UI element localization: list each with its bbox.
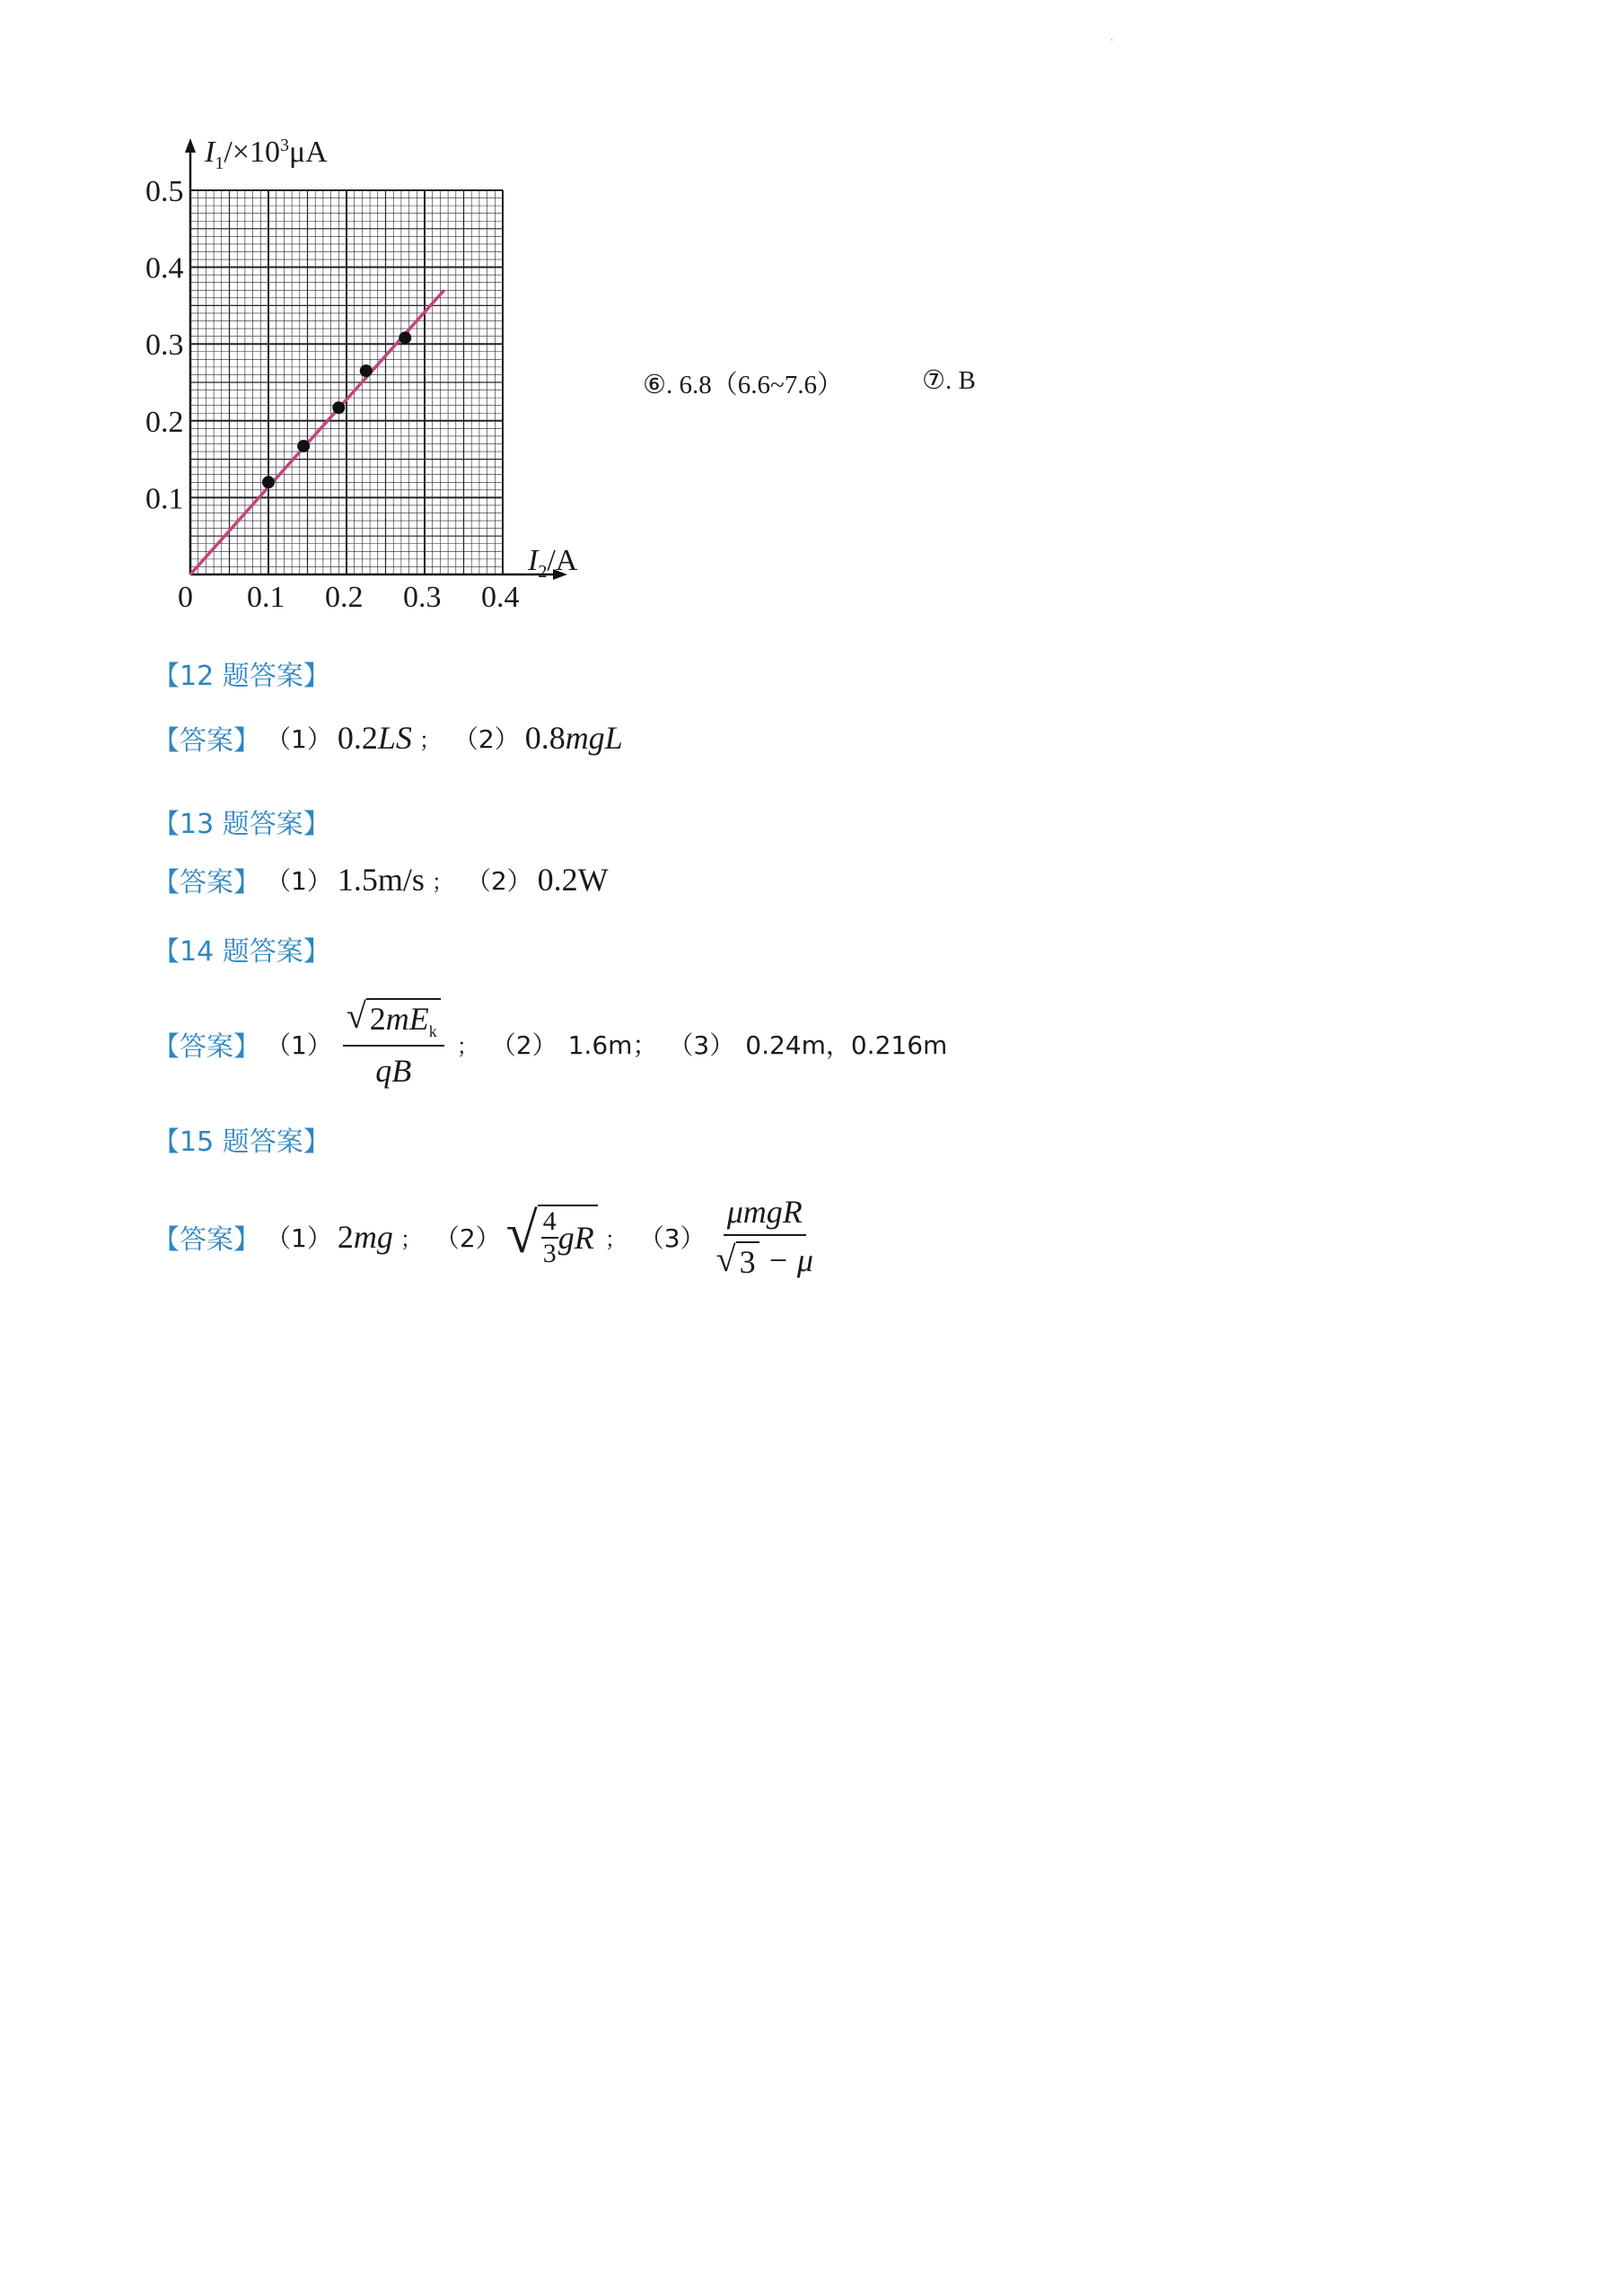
x-tick-label: 0.1 — [247, 581, 285, 614]
grid — [190, 190, 503, 574]
q13-a2: 0.2W — [537, 862, 609, 898]
x-tick-label: 0.3 — [403, 581, 442, 614]
answer-tag: 【答案】 — [153, 725, 260, 757]
q14-a2: 1.6m； — [567, 1030, 658, 1060]
x-tick-label: 0.4 — [481, 581, 520, 614]
y-tick-label: 0.4 — [145, 251, 184, 285]
x-tick-label: 0.2 — [325, 581, 364, 614]
q14-answer — [153, 995, 952, 1093]
q15-a3-fraction: μmgR √ 3 − μ — [715, 1194, 813, 1280]
part-label: （3） — [638, 1223, 706, 1253]
q15-answer — [153, 1183, 819, 1291]
q15-heading: 【15 题答案】 — [153, 1126, 330, 1158]
separator: ； — [604, 1226, 627, 1252]
y-axis-arrow — [185, 138, 196, 153]
part-label: （2） — [434, 1223, 501, 1253]
answer-tag: 【答案】 — [153, 1224, 260, 1256]
graph-figure — [135, 135, 601, 637]
data-point — [399, 331, 411, 344]
q13-answer — [153, 860, 609, 899]
i1-vs-i2-chart — [135, 135, 601, 637]
part-label: （1） — [266, 724, 332, 754]
q15-a1: 2mg — [337, 1219, 393, 1255]
separator: ； — [456, 1033, 478, 1059]
q14-a3: 0.24m，0.216m — [745, 1030, 948, 1060]
origin-label: 0 — [178, 581, 193, 614]
separator: ； — [418, 727, 441, 753]
separator: ； — [399, 1226, 422, 1252]
y-tick-label: 0.5 — [145, 175, 184, 208]
part-label: （1） — [266, 1030, 332, 1060]
data-point — [297, 440, 310, 452]
axes — [185, 138, 567, 580]
q12-answer — [153, 718, 623, 758]
y-tick-label: 0.2 — [145, 405, 184, 439]
answer-tag: 【答案】 — [153, 867, 260, 898]
data-point — [262, 476, 275, 488]
q15-a2-root: √ $\frac{4}{3}$ gR — [506, 1205, 598, 1269]
y-axis-title: $I_1/\times 10^3\mu A$ — [205, 136, 328, 173]
part-label: （2） — [465, 866, 532, 896]
q12-a2: 0.8mgL — [524, 720, 623, 756]
q12-heading: 【12 题答案】 — [153, 661, 330, 692]
answer-tag: 【答案】 — [153, 1031, 260, 1063]
q13-heading: 【13 题答案】 — [153, 809, 330, 840]
answer-item-6: ⑥. 6.8（6.6~7.6） — [643, 371, 843, 399]
data-point — [360, 364, 373, 377]
q12-a1: 0.2LS — [337, 720, 412, 756]
answer-item-7: ⑦. B — [922, 366, 976, 395]
part-label: （2） — [452, 724, 520, 754]
part-label: （1） — [266, 866, 332, 896]
part-label: （2） — [490, 1030, 557, 1060]
q14-heading: 【14 题答案】 — [153, 936, 330, 968]
part-label: （3） — [668, 1030, 735, 1060]
part-label: （1） — [266, 1223, 332, 1253]
data-points — [262, 331, 411, 488]
y-tick-label: 0.3 — [145, 329, 184, 363]
y-tick-label: 0.1 — [145, 482, 184, 516]
x-axis-title: $I_2/A$ — [528, 544, 578, 582]
separator: ； — [431, 869, 453, 895]
page-mark: · — [1110, 36, 1114, 46]
q13-a1: 1.5m/s — [337, 862, 425, 898]
data-point — [332, 401, 345, 414]
q14-a1-fraction: √ $2mE_k$ qB — [343, 998, 444, 1090]
